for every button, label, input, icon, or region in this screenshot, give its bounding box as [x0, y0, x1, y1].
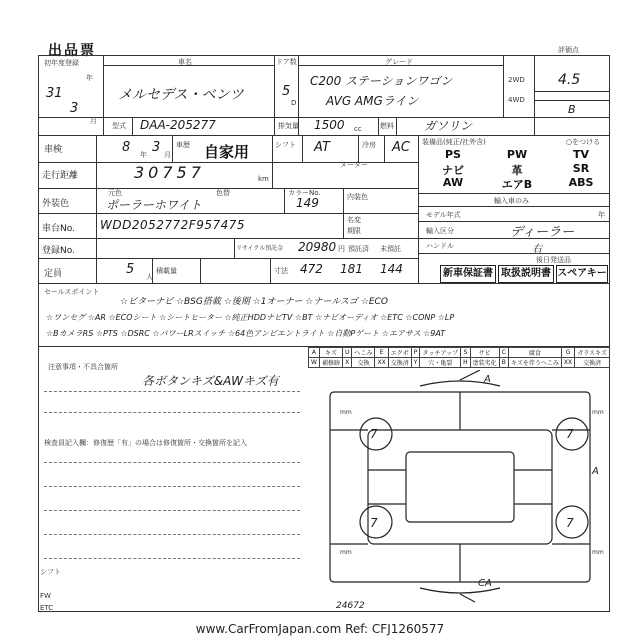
notes-text: 各ボタンキズ&AWキズ有: [142, 374, 279, 388]
legend-cell: 腐食: [508, 348, 561, 358]
inspection-month-unit: 月: [164, 151, 171, 159]
score-label: 評価点: [558, 46, 579, 54]
fuel-value: ガソリン: [424, 119, 473, 133]
legend-cell: Y: [411, 358, 420, 368]
recycle-unit: 円: [338, 245, 345, 253]
equipment-item: ABS: [568, 176, 594, 189]
legend-cell: へこみ: [352, 348, 375, 358]
usage-label: 車歴: [176, 141, 190, 149]
drive-2wd: 2WD: [508, 76, 525, 84]
grade-line1: C200 ステーションワゴン: [310, 74, 453, 88]
capacity-unit: 人: [146, 273, 153, 281]
handle-label: ハンドル: [426, 242, 454, 250]
sales-line-1: ☆ビターナビ ☆BSG搭載 ☆後期 ☆1オーナー ☆ナールスゴ ☆ECO: [120, 297, 388, 307]
first-reg-label: 初年度登録: [44, 59, 79, 67]
importer-value: ディーラー: [510, 225, 574, 240]
grade-line2: AVG AMGライン: [326, 94, 419, 108]
legend-cell: キズを伴うへこみ: [508, 358, 561, 368]
equipment-item: PW: [506, 148, 528, 161]
model-label: 型式: [112, 122, 126, 130]
load-label: 積載量: [156, 267, 177, 275]
grade-label: グレード: [385, 58, 413, 66]
serial-number: 24672: [336, 601, 365, 610]
deadline-label: 期限: [347, 227, 361, 235]
legend-cell: 交換済: [575, 358, 610, 368]
legend-cell: A: [309, 348, 320, 358]
legend-cell: XX: [561, 358, 574, 368]
mm-label-4: mm: [592, 549, 604, 556]
footer-ref: www.CarFromJapan.com Ref: CFJ1260577: [195, 622, 445, 636]
mileage-label: 走行距離: [42, 171, 79, 181]
handle-value: 右: [532, 244, 542, 255]
first-reg-year: 31: [46, 86, 63, 101]
doc-warranty: 新車保証書: [440, 265, 496, 283]
mm-label-2: mm: [592, 409, 604, 416]
usage-value: 自家用: [204, 143, 250, 161]
color-change-label: 色替: [216, 189, 230, 197]
side-label-shift: シフト: [40, 568, 61, 576]
sales-line-3: ☆BカメラRS ☆PTS ☆DSRC ☆パワーLRスイッチ ☆64色アンビエントライト ☆自動Pゲート ☆エアサス ☆9AT: [46, 329, 446, 338]
legend-cell: S: [461, 348, 471, 358]
doc-manual: 取扱説明書: [498, 265, 554, 283]
color-code-label: カラーNo.: [288, 189, 321, 197]
legend-cell: U: [343, 348, 352, 358]
legend-cell: タッチアップ: [420, 348, 461, 358]
recycle-status: 預託済: [348, 245, 369, 253]
doors-unit: D: [291, 99, 297, 107]
legend-cell: P: [411, 348, 420, 358]
doc-spare-key: スペアキー: [556, 265, 608, 283]
legend-cell: 穴・亀裂: [420, 358, 461, 368]
mm-label-1: mm: [340, 409, 352, 416]
size-label: 寸法: [274, 267, 288, 275]
equipment-label: 装備品(純正/社外含): [422, 138, 486, 146]
legend-cell: 交換済: [388, 358, 411, 368]
ac-label: 冷房: [362, 141, 376, 149]
notes-label: 注意事項・不具合箇所: [48, 363, 118, 371]
capacity-label: 定員: [44, 269, 63, 279]
interior-color-label: 内装色: [347, 193, 368, 201]
importer-label: 輸入区分: [426, 227, 454, 235]
recycle-value: 20980: [298, 240, 337, 254]
equipment-item: TV: [572, 148, 590, 161]
score-value: 4.5: [558, 72, 581, 88]
legend-cell: X: [343, 358, 352, 368]
model-value: DAA-205277: [140, 118, 216, 132]
chassis-value: WDD2052772F957475: [100, 218, 245, 232]
mark-wheel-fl: 7: [370, 427, 378, 441]
mark-wheel-rr: 7: [566, 516, 574, 530]
equipment-item: エアB: [501, 178, 533, 191]
doors-label: ドア数: [276, 58, 297, 66]
car-name-label: 車名: [178, 58, 192, 66]
equipment-item: SR: [572, 162, 590, 175]
equipment-item: 革: [511, 164, 523, 177]
sales-points-label: セールスポイント: [44, 288, 100, 296]
size-length: 472: [300, 262, 323, 276]
legend-cell: ガラスキズ: [575, 348, 610, 358]
inspection-year: 8: [122, 140, 131, 155]
registration-label: 登録No.: [42, 246, 75, 256]
legend-cell: H: [461, 358, 471, 368]
displacement-unit: cc: [354, 125, 362, 133]
inspection-label: 車検: [44, 145, 63, 155]
mark-rear-ca: CA: [478, 578, 492, 589]
size-width: 181: [340, 262, 363, 276]
year-unit: 年: [86, 74, 93, 82]
equipment-item: ナビ: [442, 164, 464, 177]
displacement-label: 排気量: [278, 122, 299, 130]
legend-cell: キズ: [319, 348, 342, 358]
legend-cell: 塗装劣化: [470, 358, 499, 368]
drive-4wd: 4WD: [508, 96, 525, 104]
interior-score: B: [568, 103, 576, 116]
displacement-value: 1500: [314, 118, 345, 132]
car-name: メルセデス・ベンツ: [118, 87, 244, 103]
equipment-item: PS: [445, 148, 461, 161]
shift-value: AT: [314, 140, 330, 155]
chassis-label: 車台No.: [42, 224, 75, 234]
mileage-value: 30757: [134, 163, 205, 182]
legend-cell: 補修跡: [319, 358, 342, 368]
fuel-label: 燃料: [380, 122, 394, 130]
legend-row: [309, 348, 610, 358]
recycle-unpaid: 未預託: [380, 245, 401, 253]
legend-cell: B: [499, 358, 508, 368]
mileage-unit: km: [258, 175, 269, 183]
equipment-grid: [424, 148, 608, 190]
docs-label: 後日発送品: [536, 256, 571, 264]
legend-cell: 交換: [352, 358, 375, 368]
side-label-fw: FW: [40, 592, 51, 600]
original-color-label: 元色: [108, 189, 122, 197]
shift-label: シフト: [275, 141, 296, 149]
sales-line-2: ☆ワンセグ ☆AR ☆ECOシート ☆シートヒーター ☆純正HDDナビTV ☆BT ☆ナビオーディオ ☆ETC ☆CONP ☆LP: [46, 313, 455, 322]
mark-wheel-fr: 7: [566, 427, 574, 441]
recycle-label: リサイクル預託金: [236, 245, 284, 252]
model-year-label: モデル年式: [426, 211, 461, 219]
name-change-label: 名変: [347, 216, 361, 224]
first-reg-month: 3: [70, 101, 79, 116]
inspector-label: 検査員記入欄：修復歴「有」の場合は修復箇所・交換箇所を記入: [44, 439, 247, 447]
mark-wheel-rl: 7: [370, 516, 378, 530]
mark-front-a: A: [484, 374, 491, 385]
inspection-year-unit: 年: [140, 151, 147, 159]
color-value: ポーラーホワイト: [106, 198, 202, 212]
legend-cell: W: [309, 358, 320, 368]
mm-label-3: mm: [340, 549, 352, 556]
month-unit: 月: [90, 117, 97, 125]
page-title: 出品票: [48, 43, 96, 59]
legend-cell: C: [499, 348, 508, 358]
import-only-label: 輸入車のみ: [494, 197, 529, 205]
ac-value: AC: [392, 140, 410, 155]
color-code: 149: [296, 196, 319, 210]
legend-cell: G: [561, 348, 574, 358]
damage-legend: [308, 347, 610, 368]
legend-row: [309, 358, 610, 368]
car-diagram: [310, 370, 610, 610]
legend-cell: XX: [375, 358, 388, 368]
equipment-item: AW: [442, 176, 464, 189]
size-height: 144: [380, 262, 403, 276]
capacity-value: 5: [126, 262, 135, 277]
inspection-month: 3: [152, 140, 161, 155]
mark-side-a: A: [592, 466, 599, 477]
doors-value: 5: [282, 84, 291, 99]
color-label: 外装色: [42, 199, 70, 209]
legend-cell: E: [375, 348, 388, 358]
model-year-unit: 年: [598, 211, 605, 219]
legend-cell: エクボ: [388, 348, 411, 358]
equipment-check-label: ○をつける: [566, 138, 601, 146]
meter-label: メーター: [340, 161, 368, 169]
legend-cell: サビ: [470, 348, 499, 358]
side-label-etc: ETC: [40, 604, 54, 612]
